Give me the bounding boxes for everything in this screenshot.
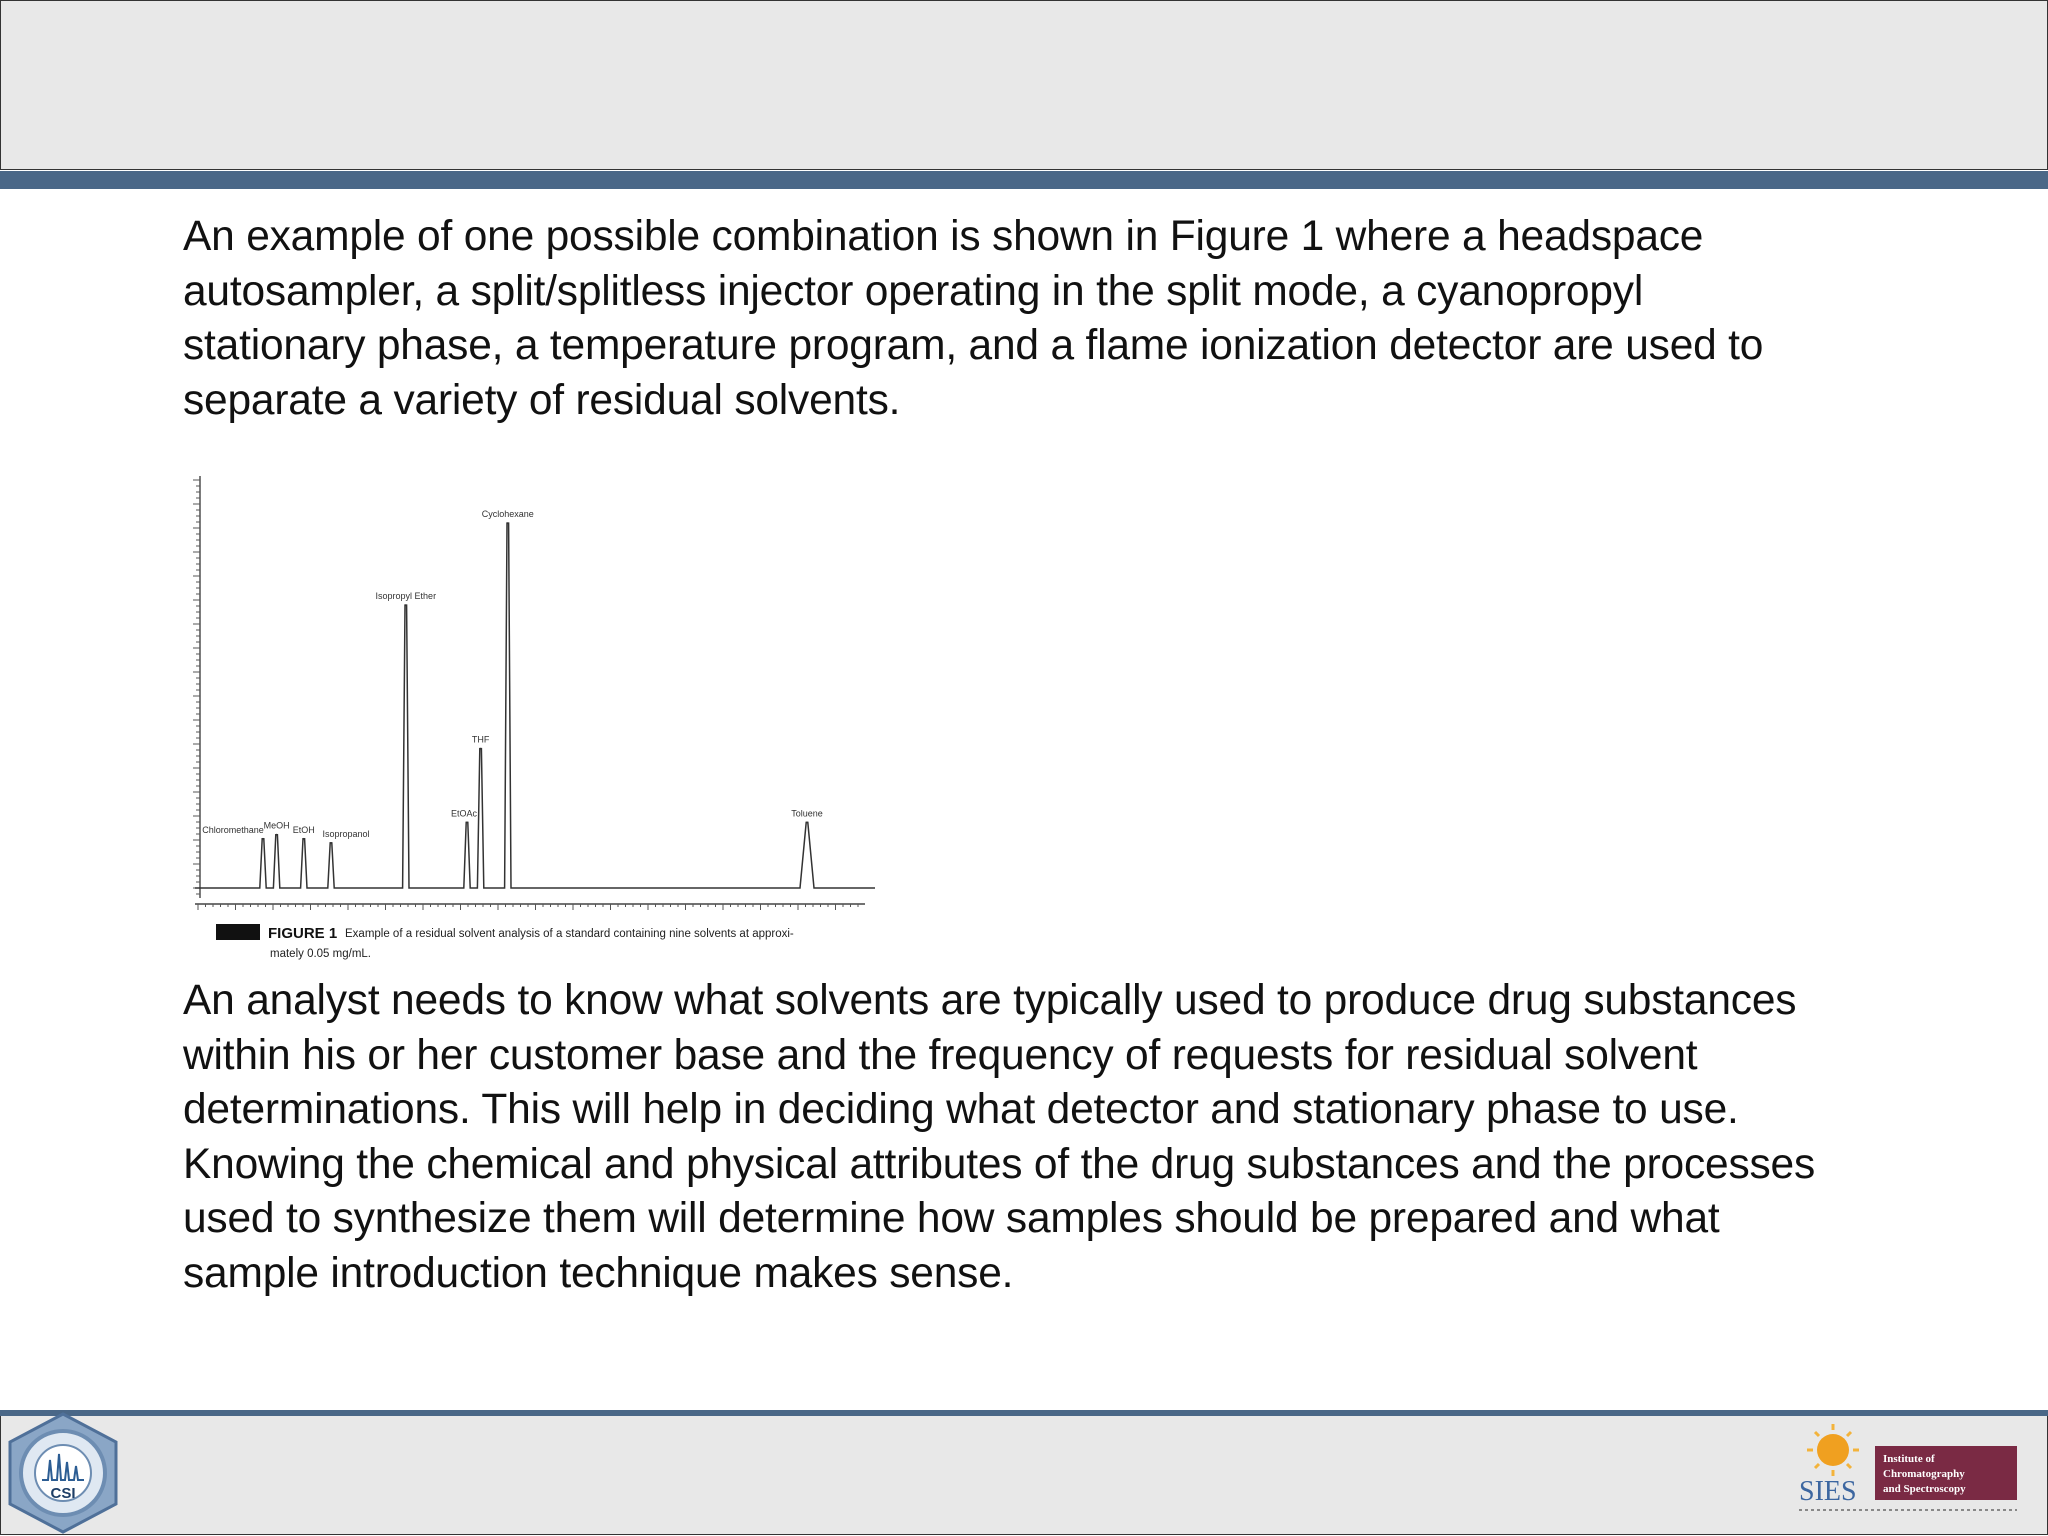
- peak-apex: [330, 842, 332, 844]
- peak-label: Cyclohexane: [481, 509, 534, 520]
- peak-apex: [262, 838, 264, 840]
- figure-caption-label: FIGURE 1: [268, 925, 338, 942]
- csi-logo: [2, 1410, 124, 1536]
- figure-caption-line2: mately 0.05 mg/mL.: [270, 948, 371, 960]
- sies-line2: Chromatography: [1883, 1468, 1965, 1480]
- peak-label: EtOAc: [450, 808, 478, 819]
- peak-apex: [466, 822, 468, 824]
- sies-logo: [1793, 1418, 2033, 1518]
- sun-icon: [1807, 1424, 1859, 1476]
- peak-label: Isopropanol: [322, 828, 370, 839]
- peak-label: MeOH: [263, 820, 290, 831]
- footer-band: [0, 1416, 2048, 1535]
- peak-label: Toluene: [791, 808, 823, 819]
- peak-label: THF: [471, 734, 490, 745]
- peak-apex: [405, 604, 407, 606]
- peak-label: Chloromethane: [202, 824, 264, 835]
- peak-apex: [303, 838, 305, 840]
- peak-label: Isopropyl Ether: [375, 591, 437, 602]
- intro-paragraph: An example of one possible combination is shown in Figure 1 where a headspace autosampler, a split/splitless injector operating in the split mode, a cyanopropyl stationary phase, a temperature program, and a flame ionization detector are used to separate a variety of residual solvents.: [183, 213, 1764, 424]
- chart-peak-labels: [202, 509, 823, 844]
- peak-apex: [480, 748, 482, 750]
- peak-apex: [806, 822, 808, 824]
- sies-brand-text: SIES: [1799, 1476, 1857, 1507]
- figure-caption-line1: Example of a residual solvent analysis of a standard containing nine solvents at approxi-: [345, 928, 794, 940]
- peak-apex: [507, 522, 509, 524]
- chromatogram-figure: [180, 468, 880, 968]
- sies-line3: and Spectroscopy: [1883, 1483, 1966, 1495]
- caption-marker: [216, 924, 260, 940]
- header-band: [0, 0, 2048, 170]
- chromatogram-chart: [180, 468, 880, 968]
- peak-apex: [276, 834, 278, 836]
- sies-line1: Institute of: [1883, 1453, 1935, 1465]
- analysis-paragraph: An analyst needs to know what solvents are typically used to produce drug substances within his or her customer base and the frequency of requests for residual solvent determinations. This will help in deciding what detector and stationary phase to use. Knowing the chemical and physical attributes of the drug substances and the processes used to synthesize them will determine how samples should be prepared and what sample introduction technique makes sense.: [183, 977, 1816, 1297]
- csi-logo-text: CSI: [50, 1485, 76, 1502]
- header-rule: [0, 171, 2048, 189]
- peak-label: EtOH: [292, 824, 315, 835]
- chart-axes: [193, 476, 865, 910]
